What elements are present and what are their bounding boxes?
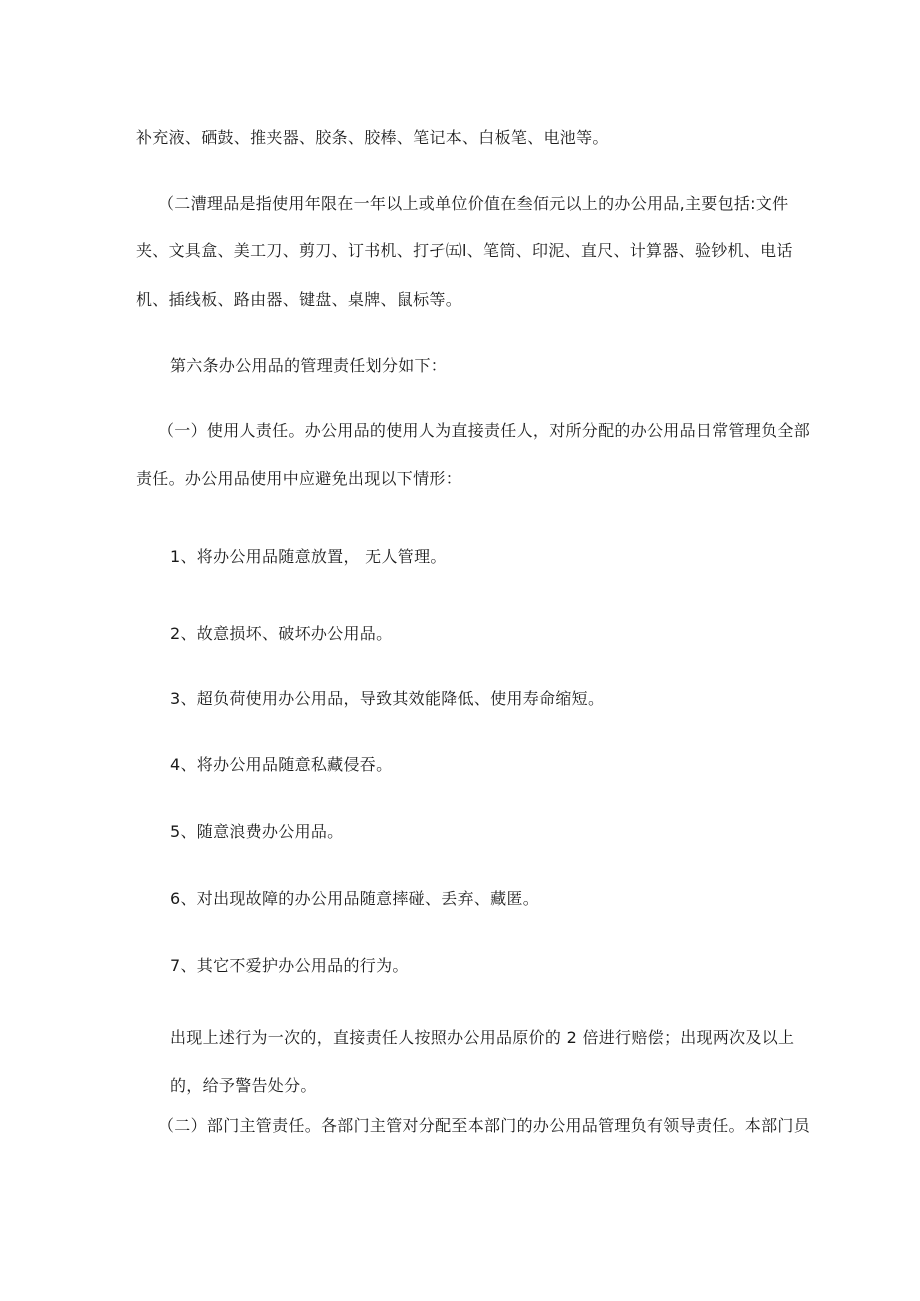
text-line: （二漕理品是指使用年限在一年以上或单位价值在叁佰元以上的办公用品,主要包括:文件	[158, 194, 789, 213]
list-item: 7、其它不爱护办公用品的行为。	[170, 956, 409, 975]
list-item: 6、对出现故障的办公用品随意摔碰、丢弃、藏匿。	[170, 889, 540, 908]
text-line: （一）使用人责任。办公用品的使用人为直接责任人，对所分配的办公用品日常管理负全部	[158, 421, 811, 440]
text-line: 出现上述行为一次的，直接责任人按照办公用品原价的 2 倍进行赔偿；出现两次及以上	[170, 1028, 795, 1047]
text-line: 机、插线板、路由器、键盘、桌牌、鼠标等。	[136, 290, 463, 309]
text-line: 补充液、硒鼓、推夹器、胶条、胶棒、笔记本、白板笔、电池等。	[136, 128, 609, 147]
text-line: 的，给予警告处分。	[170, 1076, 317, 1095]
list-item: 1、将办公用品随意放置， 无人管理。	[170, 547, 447, 566]
list-item: 3、超负荷使用办公用品，导致其效能降低、使用寿命缩短。	[170, 689, 605, 708]
list-item: 5、随意浪费办公用品。	[170, 822, 344, 841]
text-line: 夹、文具盒、美工刀、剪刀、订书机、打孑㈤l、笔筒、印泥、直尺、计算器、验钞机、电话	[136, 241, 793, 260]
list-item: 2、故意损坏、破坏办公用品。	[170, 624, 393, 643]
text-line: 责任。办公用品使用中应避免出现以下情形：	[136, 469, 463, 488]
text-line: （二）部门主管责任。各部门主管对分配至本部门的办公用品管理负有领导责任。本部门员	[158, 1116, 811, 1135]
list-item: 4、将办公用品随意私藏侵吞。	[170, 755, 393, 774]
section-heading: 第六条办公用品的管理责任划分如下：	[170, 356, 448, 375]
